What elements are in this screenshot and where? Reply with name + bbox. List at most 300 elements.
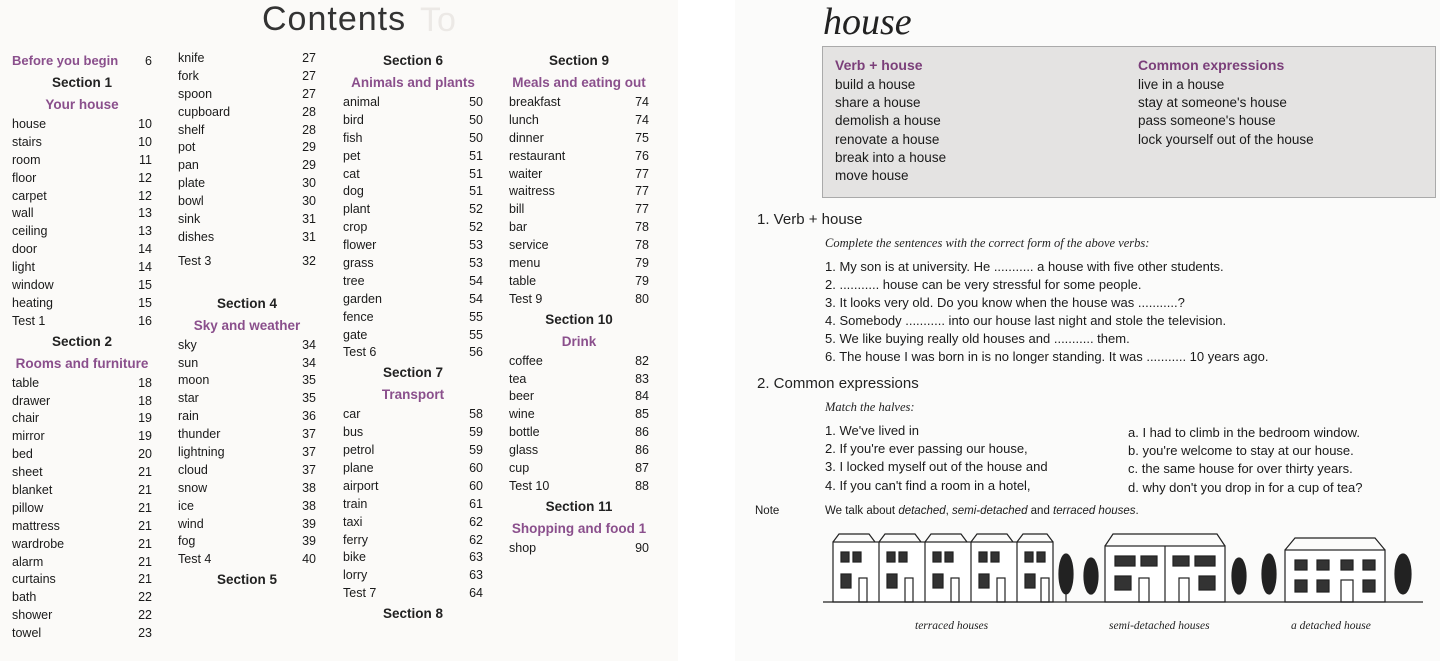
section-10-heading: Section 10 — [545, 311, 613, 327]
contents-entry — [12, 241, 152, 259]
contents-entry — [178, 229, 316, 247]
entry-page: 14 — [138, 260, 152, 275]
entry-page: 80 — [635, 291, 649, 306]
entry-label: heating — [12, 295, 54, 310]
section-7-subheading: Transport — [381, 387, 445, 403]
entry-label: Test 4 — [178, 552, 212, 567]
contents-entry — [178, 426, 316, 444]
entry-page: 39 — [302, 534, 316, 549]
contents-entry — [343, 496, 483, 514]
contents-entry — [178, 50, 316, 68]
entry-label: shelf — [178, 122, 205, 137]
contents-entry — [12, 518, 152, 536]
entry-label: sky — [178, 337, 197, 352]
contents-entry — [343, 112, 483, 130]
entry-label: flower — [343, 238, 377, 253]
entry-page: 50 — [469, 130, 483, 145]
entry-label: fog — [178, 534, 196, 549]
entry-page: 38 — [302, 498, 316, 513]
section-1-subheading: Your house — [45, 97, 119, 112]
entry-page: 29 — [302, 158, 316, 173]
note-label: Note — [755, 505, 780, 517]
entry-page: 38 — [302, 480, 316, 495]
entry-page: 21 — [138, 465, 152, 480]
expression-item: stay at someone's house — [1138, 95, 1287, 111]
entry-label: waiter — [509, 166, 543, 181]
contents-column-1 — [12, 50, 152, 643]
contents-entry — [343, 183, 483, 201]
entry-page: 54 — [469, 291, 483, 306]
entry-page: 11 — [139, 152, 152, 167]
contents-entry — [12, 295, 152, 313]
contents-entry — [178, 516, 316, 534]
entry-label: wind — [178, 516, 204, 531]
entry-page: 77 — [635, 202, 649, 217]
note-terraced: terraced houses — [1053, 505, 1136, 517]
contents-entry — [509, 237, 649, 255]
contents-entry — [12, 134, 152, 152]
entry-label: fish — [343, 130, 363, 145]
contents-column-3 — [343, 50, 483, 625]
entry-label: pan — [178, 158, 199, 173]
expressions-column — [1138, 55, 1314, 149]
entry-page: 6 — [145, 54, 152, 68]
exercise-2-right-halves — [1128, 424, 1362, 497]
test-entry — [178, 551, 316, 569]
exercise-2-left-halves — [825, 422, 1048, 495]
exercise-2-right-item: c. the same house for over thirty years. — [1128, 461, 1353, 477]
entry-page: 50 — [469, 112, 483, 127]
entry-page: 85 — [635, 407, 649, 422]
verb-item: renovate a house — [835, 131, 940, 147]
contents-entry — [343, 532, 483, 550]
entry-page: 62 — [469, 514, 483, 529]
entry-label: plate — [178, 176, 206, 191]
contents-entry — [12, 482, 152, 500]
contents-entry — [509, 183, 649, 201]
entry-label: Test 7 — [343, 586, 377, 601]
entry-page: 21 — [138, 572, 152, 587]
entry-page: 75 — [635, 130, 649, 145]
section-11-heading: Section 11 — [545, 498, 613, 514]
entry-page: 22 — [138, 590, 152, 605]
entry-label: table — [509, 273, 537, 288]
entry-label: wine — [509, 407, 535, 422]
entry-label: animal — [343, 95, 380, 109]
entry-label: sheet — [12, 465, 43, 480]
entry-page: 76 — [635, 148, 649, 163]
verb-column — [835, 55, 946, 185]
section-2-heading: Section 2 — [51, 333, 113, 349]
entry-page: 55 — [469, 327, 483, 342]
test-entry — [178, 253, 316, 271]
entry-label: chair — [12, 411, 40, 426]
verb-heading: Verb + house — [835, 57, 923, 73]
entry-page: 52 — [469, 202, 483, 217]
entry-page: 12 — [138, 188, 152, 203]
exercise-2-right-item: b. you're welcome to stay at our house. — [1128, 443, 1354, 459]
contents-entry — [178, 533, 316, 551]
entry-page: 86 — [635, 425, 649, 440]
contents-entry — [178, 122, 316, 140]
entry-label: plant — [343, 202, 371, 217]
contents-entry — [343, 514, 483, 532]
entry-page: 12 — [138, 170, 152, 185]
contents-entry — [12, 607, 152, 625]
entry-label: shop — [509, 540, 537, 555]
contents-entry — [178, 86, 316, 104]
entry-label: wall — [12, 206, 34, 221]
contents-entry — [178, 372, 316, 390]
entry-page: 37 — [302, 427, 316, 442]
entry-page: 64 — [469, 586, 483, 601]
entry-label: pot — [178, 140, 196, 155]
vocabulary-box — [822, 46, 1436, 198]
entry-page: 34 — [302, 337, 316, 352]
entry-label: stairs — [12, 134, 42, 149]
contents-entry — [509, 460, 649, 478]
entry-page: 35 — [302, 373, 316, 388]
test-entry — [343, 344, 483, 362]
entry-page: 28 — [302, 122, 316, 137]
entry-page: 56 — [469, 345, 483, 360]
entry-page: 83 — [635, 371, 649, 386]
entry-page: 20 — [138, 447, 152, 462]
expression-item: lock yourself out of the house — [1138, 131, 1314, 147]
entry-page: 74 — [635, 95, 649, 109]
entry-page: 36 — [302, 409, 316, 424]
contents-title: Contents — [262, 0, 407, 38]
entry-page: 63 — [469, 550, 483, 565]
entry-page: 77 — [635, 184, 649, 199]
contents-entry — [343, 327, 483, 345]
contents-entry — [178, 157, 316, 175]
entry-label: train — [343, 496, 368, 511]
entry-page: 21 — [138, 518, 152, 533]
contents-entry — [178, 175, 316, 193]
entry-page: 50 — [469, 95, 483, 109]
entry-page: 28 — [302, 104, 316, 119]
exercise-1-heading: 1. Verb + house — [757, 211, 863, 228]
entry-page: 37 — [302, 445, 316, 460]
contents-entry — [178, 444, 316, 462]
entry-page: 74 — [635, 112, 649, 127]
exercise-2-left-item: 4. If you can't find a room in a hotel, — [825, 477, 1031, 493]
entry-page: 31 — [302, 229, 316, 244]
exercise-1-sentence: 3. It looks very old. Do you know when the house was ...........? — [825, 295, 1185, 311]
expression-item: pass someone's house — [1138, 113, 1276, 129]
contents-entry — [509, 201, 649, 219]
contents-entry — [343, 406, 483, 424]
entry-label: menu — [509, 256, 541, 271]
entry-page: 39 — [302, 516, 316, 531]
entry-page: 27 — [302, 68, 316, 83]
entry-page: 90 — [635, 540, 649, 555]
contents-entry — [12, 428, 152, 446]
entry-label: mattress — [12, 518, 60, 533]
exercise-2-heading: 2. Common expressions — [757, 375, 919, 392]
contents-entry — [12, 223, 152, 241]
entry-page: 59 — [469, 443, 483, 458]
section-8-heading: Section 8 — [382, 606, 444, 622]
entry-page: 10 — [138, 117, 152, 131]
expressions-heading: Common expressions — [1138, 57, 1285, 73]
entry-label: light — [12, 260, 35, 275]
exercise-1-sentence: 5. We like buying really old houses and ........... them. — [825, 331, 1130, 347]
contents-entry — [343, 567, 483, 585]
entry-page: 78 — [635, 220, 649, 235]
entry-page: 60 — [469, 478, 483, 493]
verb-item: build a house — [835, 77, 916, 92]
contents-entry — [12, 188, 152, 206]
entry-label: fork — [178, 68, 199, 83]
contents-entry — [343, 255, 483, 273]
entry-page: 37 — [302, 462, 316, 477]
contents-entry — [343, 94, 483, 112]
entry-label: car — [343, 407, 361, 422]
entry-page: 79 — [635, 273, 649, 288]
houses-illustration — [823, 528, 1423, 608]
verb-item: demolish a house — [835, 113, 941, 129]
entry-label: bike — [343, 550, 366, 565]
entry-page: 14 — [138, 242, 152, 257]
entry-label: sink — [178, 212, 201, 227]
contents-entry — [343, 549, 483, 567]
test-entry — [343, 585, 483, 603]
entry-page: 51 — [469, 184, 483, 199]
entry-page: 55 — [469, 309, 483, 324]
section-2-subheading: Rooms and furniture — [15, 355, 149, 371]
entry-page: 13 — [138, 224, 152, 239]
test-entry — [12, 313, 152, 331]
entry-page: 29 — [302, 140, 316, 155]
entry-label: coffee — [509, 353, 543, 368]
entry-label: Test 10 — [509, 478, 550, 493]
contents-entry — [343, 237, 483, 255]
contents-entry — [509, 255, 649, 273]
entry-page: 78 — [635, 238, 649, 253]
bleed-through-decoration: To⠀⠀⠀⠀ — [420, 1, 556, 39]
page-title: house — [823, 1, 912, 43]
contents-entry — [12, 410, 152, 428]
entry-label: plane — [343, 461, 374, 476]
entry-page: 21 — [138, 536, 152, 551]
entry-label: waitress — [509, 184, 555, 199]
verb-item: move house — [835, 168, 909, 184]
section-4-subheading: Sky and weather — [193, 317, 301, 333]
entry-page: 53 — [469, 256, 483, 271]
entry-label: ice — [178, 498, 194, 513]
entry-label: sun — [178, 355, 199, 370]
contents-entry — [178, 480, 316, 498]
entry-page: 15 — [138, 278, 152, 293]
entry-label: lunch — [509, 112, 539, 127]
exercise-1-sentence: 6. The house I was born in is no longer standing. It was ........... 10 years ago. — [825, 349, 1269, 365]
entry-label: blanket — [12, 483, 53, 498]
contents-entry — [343, 148, 483, 166]
entry-page: 82 — [635, 353, 649, 368]
contents-entry — [343, 291, 483, 309]
entry-label: shower — [12, 608, 53, 623]
entry-label: dog — [343, 184, 364, 199]
entry-page: 35 — [302, 391, 316, 406]
contents-entry — [12, 277, 152, 295]
note-sep1: , — [945, 505, 953, 517]
entry-label: service — [509, 238, 549, 253]
entry-page: 79 — [635, 256, 649, 271]
entry-page: 58 — [469, 407, 483, 422]
entry-page: 31 — [302, 212, 316, 227]
exercise-2-instruction: Match the halves: — [825, 400, 915, 414]
section-9-subheading: Meals and eating out — [512, 75, 646, 90]
entry-label: cup — [509, 461, 530, 476]
entry-label: lightning — [178, 445, 225, 460]
contents-entry — [12, 205, 152, 223]
entry-label: dinner — [509, 130, 544, 145]
entry-label: restaurant — [509, 148, 566, 163]
caption-detached: a detached house — [1291, 620, 1371, 632]
contents-entry — [178, 498, 316, 516]
entry-page: 62 — [469, 532, 483, 547]
entry-label: grass — [343, 256, 374, 271]
entry-label: taxi — [343, 514, 363, 529]
entry-page: 61 — [469, 496, 483, 511]
contents-entry — [343, 201, 483, 219]
entry-label: Test 3 — [178, 253, 212, 268]
contents-entry — [178, 139, 316, 157]
entry-label: house — [12, 117, 47, 131]
exercise-2-right-item: a. I had to climb in the bedroom window. — [1128, 425, 1360, 440]
entry-label: Test 6 — [343, 345, 377, 360]
contents-entry — [509, 406, 649, 424]
note-end: . — [1135, 505, 1139, 517]
entry-page: 59 — [469, 425, 483, 440]
entry-label: glass — [509, 443, 539, 458]
contents-entry — [509, 148, 649, 166]
contents-column-2 — [178, 50, 316, 591]
contents-entry — [12, 393, 152, 411]
entry-label: bottle — [509, 425, 540, 440]
contents-entry — [343, 219, 483, 237]
contents-entry — [343, 130, 483, 148]
contents-entry — [12, 571, 152, 589]
contents-entry — [509, 273, 649, 291]
entry-label: mirror — [12, 429, 45, 444]
contents-entry — [343, 442, 483, 460]
entry-page: 16 — [138, 313, 152, 328]
contents-entry — [178, 462, 316, 480]
test-entry — [509, 478, 649, 496]
entry-label: floor — [12, 170, 37, 185]
entry-label: bar — [509, 220, 528, 235]
entry-label: bath — [12, 590, 37, 605]
exercise-2-left-item: 3. I locked myself out of the house and — [825, 459, 1048, 475]
entry-label: towel — [12, 626, 42, 641]
entry-page: 34 — [302, 355, 316, 370]
verb-item: share a house — [835, 95, 921, 111]
entry-page: 87 — [635, 461, 649, 476]
exercise-2-left-item: 2. If you're ever passing our house, — [825, 441, 1028, 457]
contents-entry — [12, 375, 152, 393]
contents-entry — [12, 152, 152, 170]
section-9-heading: Section 9 — [548, 53, 610, 68]
contents-entry — [178, 104, 316, 122]
contents-column-4 — [509, 50, 649, 558]
entry-label: star — [178, 391, 199, 406]
entry-label: beer — [509, 389, 535, 404]
note-text — [825, 505, 1139, 517]
section-10-subheading: Drink — [561, 333, 597, 349]
entry-label: rain — [178, 409, 199, 424]
contents-entry — [12, 500, 152, 518]
entry-label: ferry — [343, 532, 368, 547]
house-page — [735, 0, 1440, 661]
caption-semi-detached: semi-detached houses — [1109, 620, 1210, 632]
entry-label: moon — [178, 373, 210, 388]
note-sep2: and — [1027, 505, 1054, 517]
contents-entry — [12, 259, 152, 277]
entry-page: 19 — [138, 429, 152, 444]
exercise-2-right-item: d. why don't you drop in for a cup of tea? — [1128, 479, 1363, 495]
contents-entry — [509, 130, 649, 148]
entry-label: crop — [343, 220, 368, 235]
contents-entry — [178, 211, 316, 229]
entry-label: cloud — [178, 462, 208, 477]
entry-page: 52 — [469, 220, 483, 235]
before-you-begin — [12, 50, 152, 72]
contents-entry — [509, 540, 649, 558]
contents-entry — [343, 166, 483, 184]
entry-label: drawer — [12, 393, 51, 408]
entry-label: breakfast — [509, 95, 561, 109]
contents-entry — [178, 193, 316, 211]
contents-entry — [509, 166, 649, 184]
entry-label: gate — [343, 327, 368, 342]
contents-entry — [12, 536, 152, 554]
entry-page: 13 — [138, 206, 152, 221]
contents-entry — [178, 390, 316, 408]
entry-page: 30 — [302, 176, 316, 191]
note-pre: We talk about — [825, 505, 899, 517]
entry-label: dishes — [178, 229, 215, 244]
contents-entry — [509, 442, 649, 460]
contents-entry — [509, 353, 649, 371]
entry-label: Test 1 — [12, 313, 46, 328]
entry-page: 51 — [469, 166, 483, 181]
entry-label: bird — [343, 112, 364, 127]
entry-page: 60 — [469, 461, 483, 476]
entry-label: bed — [12, 447, 33, 462]
entry-label: tree — [343, 273, 365, 288]
contents-entry — [178, 408, 316, 426]
entry-label: bill — [509, 202, 525, 217]
contents-entry — [12, 446, 152, 464]
entry-label: ceiling — [12, 224, 48, 239]
entry-page: 40 — [302, 552, 316, 567]
entry-page: 27 — [302, 51, 316, 65]
entry-page: 19 — [138, 411, 152, 426]
contents-entry — [178, 68, 316, 86]
entry-page: 32 — [302, 253, 316, 268]
contents-entry — [178, 355, 316, 373]
contents-entry — [12, 589, 152, 607]
entry-page: 54 — [469, 273, 483, 288]
contents-entry — [12, 170, 152, 188]
contents-entry — [343, 424, 483, 442]
entry-label: cat — [343, 166, 360, 181]
entry-label: lorry — [343, 568, 368, 583]
exercise-1-sentences — [825, 258, 1268, 367]
